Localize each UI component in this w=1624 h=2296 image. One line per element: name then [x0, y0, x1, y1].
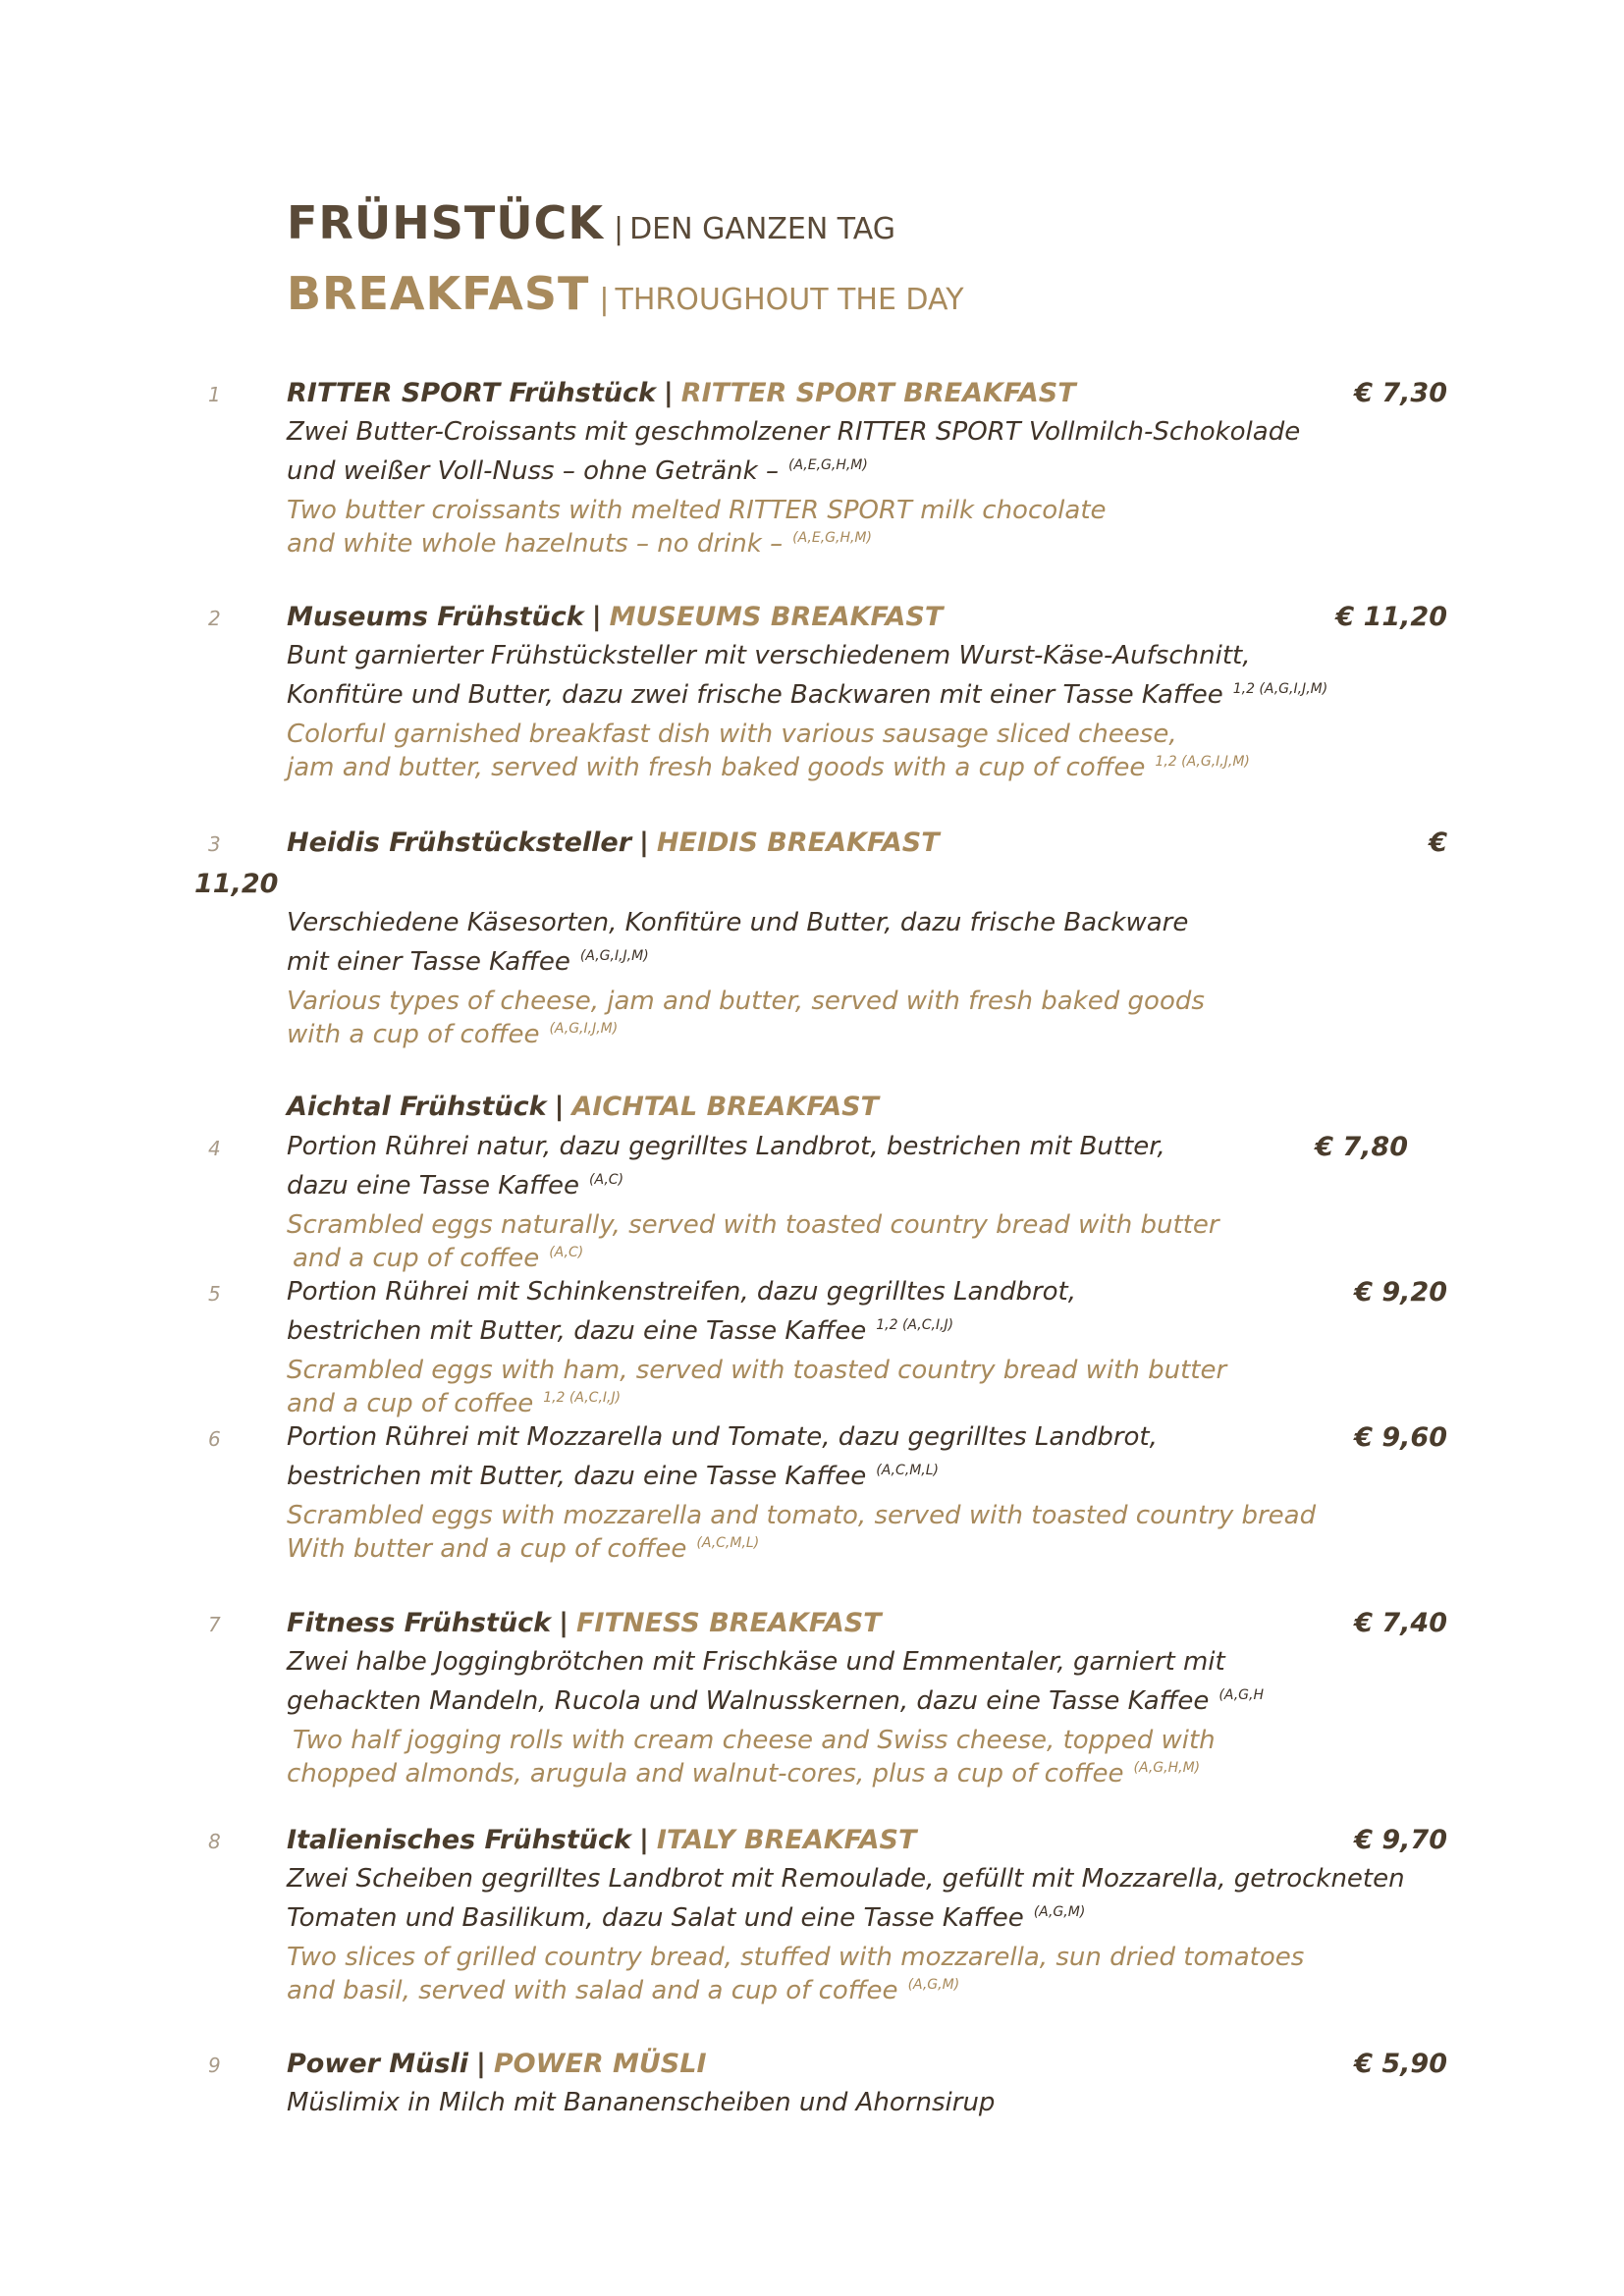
- name-separator: |: [475, 2049, 486, 2079]
- title-english-sub: THROUGHOUT THE DAY: [615, 283, 964, 317]
- allergen-codes: 1,2 (A,C,I,J): [876, 1317, 954, 1333]
- item-name: [287, 2049, 707, 2079]
- item-description-german: Verschiedene Käsesorten, Konfitüre und Butter, dazu frische Backware: [287, 908, 1189, 937]
- item-description-english: Scrambled eggs with mozzarella and tomato, served with toasted country bread: [287, 1501, 1317, 1530]
- item-description-text: chopped almonds, arugula and walnut-cores, plus a cup of coffee: [287, 1759, 1124, 1789]
- item-number: 5: [208, 1282, 221, 1306]
- item-name-german: Italienisches Frühstück: [287, 1825, 631, 1855]
- item-description-text: und weißer Voll-Nuss – ohne Getränk –: [287, 456, 779, 486]
- item-name-english: RITTER SPORT BREAKFAST: [680, 378, 1076, 408]
- item-name-english: HEIDIS BREAKFAST: [656, 828, 940, 858]
- item-description-english: [287, 1389, 621, 1418]
- item-price: € 7,40: [1354, 1608, 1447, 1638]
- item-name-english: ITALY BREAKFAST: [656, 1825, 917, 1855]
- item-description-english: Two slices of grilled country bread, stuffed with mozzarella, sun dried tomatoes: [287, 1943, 1305, 1972]
- item-number: 2: [208, 607, 221, 630]
- item-description-german: [287, 1316, 953, 1346]
- allergen-codes: (A,C,M,L): [696, 1535, 760, 1551]
- allergen-codes: (A,G,H: [1218, 1687, 1264, 1703]
- item-description-text: with a cup of coffee: [287, 1020, 540, 1049]
- title-separator: |: [613, 212, 624, 246]
- item-price: € 9,60: [1354, 1422, 1447, 1453]
- item-description-english: Two butter croissants with melted RITTER SPORT milk chocolate: [287, 496, 1107, 525]
- item-description-text: and basil, served with salad and a cup of coffee: [287, 1976, 898, 2005]
- item-description-text: and a cup of coffee: [293, 1244, 540, 1273]
- item-description-german: Zwei Scheiben gegrilltes Landbrot mit Remoulade, gefüllt mit Mozzarella, getrockneten: [287, 1864, 1405, 1894]
- item-description-german: Portion Rührei mit Mozzarella und Tomate, dazu gegrilltes Landbrot,: [287, 1422, 1158, 1452]
- item-number: 4: [208, 1137, 221, 1160]
- item-description-english: [287, 1534, 759, 1564]
- item-number: 8: [208, 1830, 221, 1853]
- item-description-german: Portion Rührei mit Schinkenstreifen, dazu gegrilltes Landbrot,: [287, 1277, 1077, 1307]
- item-description-english: Various types of cheese, jam and butter, served with fresh baked goods: [287, 987, 1205, 1016]
- item-description-english: [287, 1020, 618, 1049]
- item-name-english: AICHTAL BREAKFAST: [571, 1092, 879, 1122]
- name-separator: |: [591, 602, 602, 632]
- item-description-text: jam and butter, served with fresh baked goods with a cup of coffee: [287, 753, 1146, 782]
- name-separator: |: [663, 378, 674, 408]
- item-description-english: [287, 529, 872, 559]
- item-description-text: gehackten Mandeln, Rucola und Walnusskernen, dazu eine Tasse Kaffee: [287, 1686, 1210, 1716]
- item-name-english: POWER MÜSLI: [493, 2049, 707, 2079]
- item-description-german: Portion Rührei natur, dazu gegrilltes Landbrot, bestrichen mit Butter,: [287, 1132, 1165, 1161]
- name-separator: |: [559, 1608, 568, 1638]
- item-description-text: Konfitüre und Butter, dazu zwei frische Backwaren mit einer Tasse Kaffee: [287, 680, 1223, 710]
- allergen-codes: (A,G,M): [907, 1977, 960, 1993]
- title-english-main: BREAKFAST: [287, 267, 590, 320]
- item-price-amount: 11,20: [194, 869, 279, 899]
- item-description-text: With butter and a cup of coffee: [287, 1534, 687, 1564]
- item-description-text: bestrichen mit Butter, dazu eine Tasse Kaffee: [287, 1316, 867, 1346]
- item-name-german: Power Müsli: [287, 2049, 468, 2079]
- item-price-currency: €: [1429, 828, 1447, 858]
- item-name-english: MUSEUMS BREAKFAST: [609, 602, 944, 632]
- item-description-english: [293, 1244, 583, 1273]
- allergen-codes: (A,G,I,J,M): [579, 948, 649, 964]
- item-description-german: [287, 456, 868, 486]
- item-name: [287, 1825, 916, 1855]
- allergen-codes: (A,E,G,H,M): [787, 457, 868, 473]
- item-description-german: [287, 1686, 1264, 1716]
- allergen-codes: 1,2 (A,G,I,J,M): [1232, 681, 1328, 697]
- allergen-codes: (A,G,M): [1033, 1904, 1086, 1920]
- item-description-text: and a cup of coffee: [287, 1389, 534, 1418]
- item-name: [287, 602, 943, 632]
- name-separator: |: [554, 1092, 565, 1122]
- item-description-german: [287, 947, 649, 977]
- item-number: 1: [208, 383, 221, 406]
- title-german: [287, 196, 895, 249]
- item-price: € 9,70: [1354, 1825, 1447, 1855]
- allergen-codes: (A,E,G,H,M): [792, 530, 872, 546]
- item-description-english: [287, 753, 1250, 782]
- allergen-codes: (A,C,M,L): [876, 1463, 940, 1478]
- title-german-sub: DEN GANZEN TAG: [629, 212, 896, 246]
- item-description-english: Scrambled eggs with ham, served with toasted country bread with butter: [287, 1356, 1227, 1385]
- item-name-german: RITTER SPORT Frühstück: [287, 378, 656, 408]
- allergen-codes: (A,G,H,M): [1133, 1760, 1201, 1776]
- item-number: 6: [208, 1427, 221, 1451]
- item-description-german: [287, 680, 1327, 710]
- item-name-german: Museums Frühstück: [287, 602, 584, 632]
- item-description-german: Zwei Butter-Croissants mit geschmolzener RITTER SPORT Vollmilch-Schokolade: [287, 417, 1301, 447]
- item-name: [287, 378, 1076, 408]
- item-description-english: [287, 1759, 1200, 1789]
- allergen-codes: (A,G,I,J,M): [549, 1021, 619, 1037]
- item-number: 7: [208, 1613, 221, 1636]
- allergen-codes: (A,C): [589, 1172, 624, 1188]
- item-name-german: Fitness Frühstück: [287, 1608, 552, 1638]
- item-description-german: Zwei halbe Joggingbrötchen mit Frischkäse und Emmentaler, garniert mit: [287, 1647, 1225, 1677]
- allergen-codes: 1,2 (A,G,I,J,M): [1155, 754, 1250, 770]
- item-description-english: Two half jogging rolls with cream cheese and Swiss cheese, topped with: [293, 1726, 1216, 1755]
- item-price: € 11,20: [1335, 602, 1447, 632]
- group-name: [287, 1092, 879, 1122]
- item-description-german: Bunt garnierter Frühstücksteller mit verschiedenem Wurst-Käse-Aufschnitt,: [287, 641, 1251, 670]
- item-description-english: [287, 1976, 959, 2005]
- title-separator: |: [599, 283, 610, 317]
- item-description-german: [287, 1903, 1085, 1933]
- item-price: € 5,90: [1354, 2049, 1447, 2079]
- item-price: € 7,30: [1354, 378, 1447, 408]
- item-description-english: Scrambled eggs naturally, served with toasted country bread with butter: [287, 1210, 1219, 1240]
- item-description-german: Müslimix in Milch mit Bananenscheiben und Ahornsirup: [287, 2088, 996, 2117]
- item-number: 3: [208, 832, 221, 856]
- item-description-german: [287, 1171, 623, 1201]
- item-price: € 9,20: [1354, 1277, 1447, 1308]
- name-separator: |: [638, 1825, 649, 1855]
- item-name-german: Heidis Frühstücksteller: [287, 828, 632, 858]
- item-name-english: FITNESS BREAKFAST: [575, 1608, 882, 1638]
- item-description-text: dazu eine Tasse Kaffee: [287, 1171, 580, 1201]
- item-number: 9: [208, 2054, 221, 2077]
- allergen-codes: 1,2 (A,C,I,J): [543, 1390, 622, 1406]
- item-name: [287, 828, 940, 858]
- item-description-text: Tomaten und Basilikum, dazu Salat und eine Tasse Kaffee: [287, 1903, 1024, 1933]
- item-description-german: [287, 1462, 939, 1491]
- title-german-main: FRÜHSTÜCK: [287, 196, 604, 249]
- name-separator: |: [639, 828, 649, 858]
- item-description-text: mit einer Tasse Kaffee: [287, 947, 570, 977]
- item-price: € 7,80: [1315, 1132, 1408, 1162]
- allergen-codes: (A,C): [549, 1245, 584, 1260]
- item-name: [287, 1608, 882, 1638]
- item-description-text: and white whole hazelnuts – no drink –: [287, 529, 784, 559]
- item-name-german: Aichtal Frühstück: [287, 1092, 547, 1122]
- item-description-english: Colorful garnished breakfast dish with various sausage sliced cheese,: [287, 720, 1177, 749]
- title-english: [287, 267, 964, 320]
- item-description-text: bestrichen mit Butter, dazu eine Tasse Kaffee: [287, 1462, 867, 1491]
